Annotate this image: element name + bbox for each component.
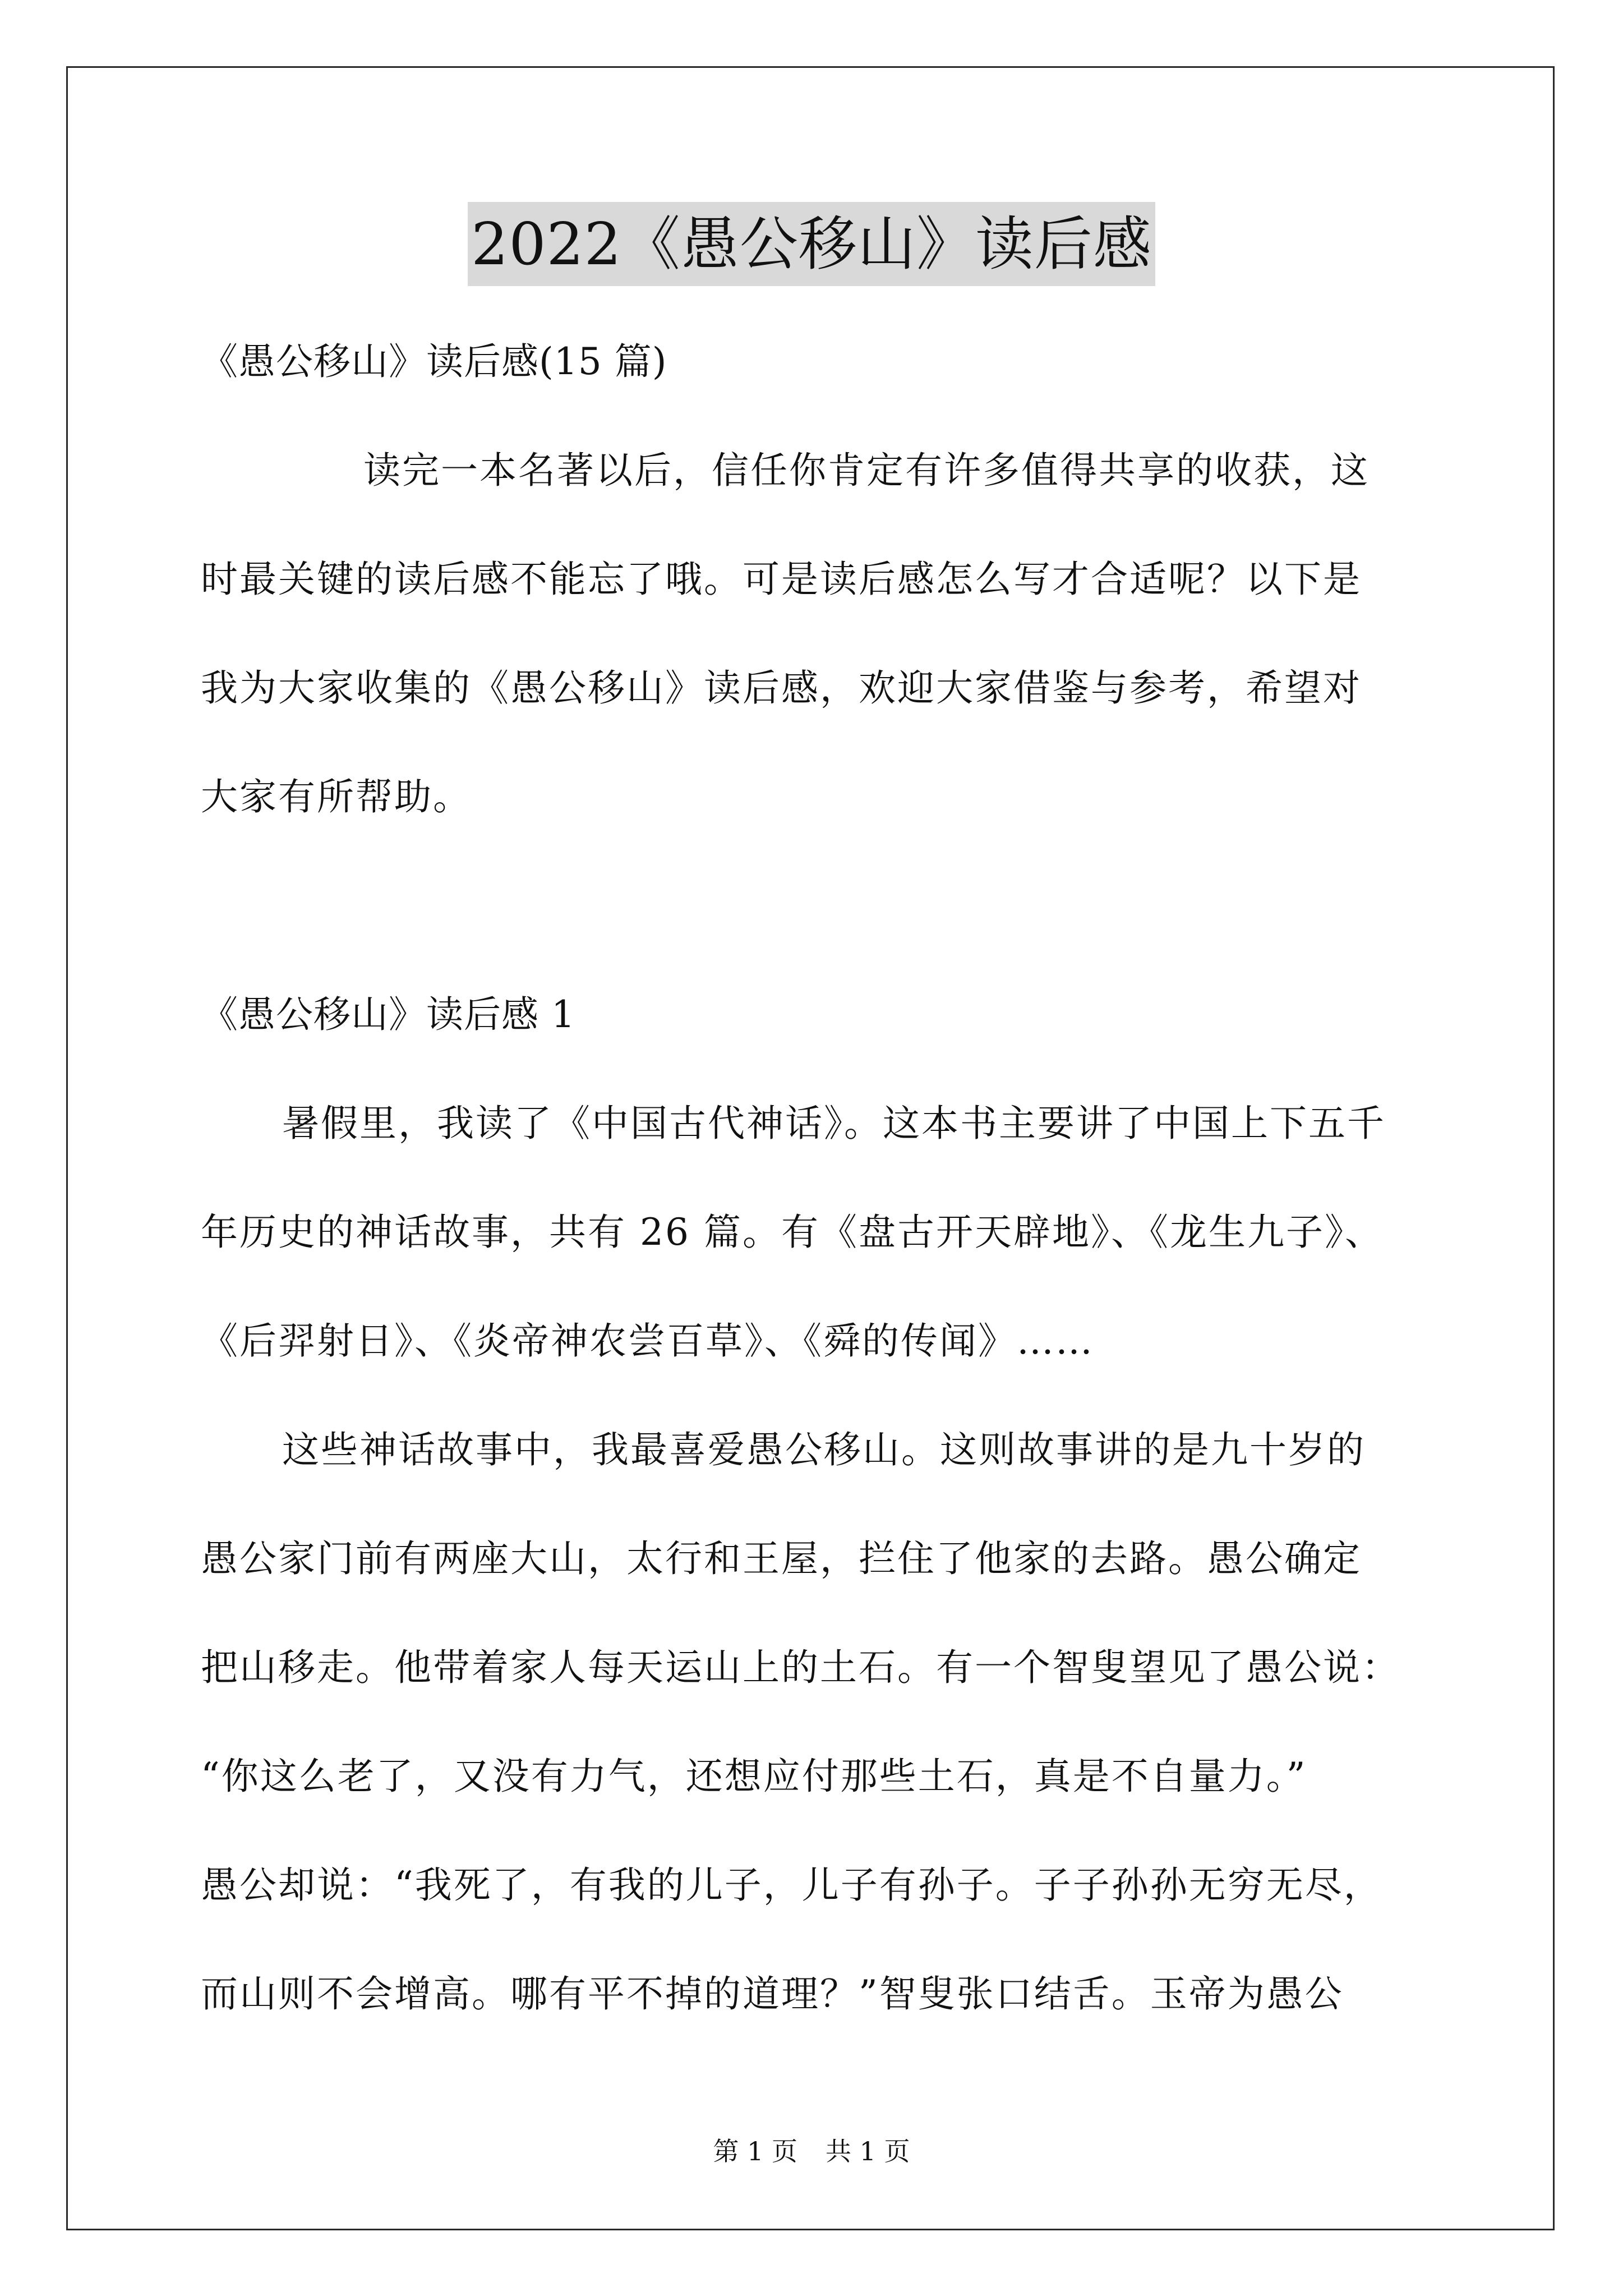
intro-line-1: 读完一本名著以后，信任你肯定有许多值得共享的收获，这 — [363, 449, 1370, 492]
paragraph2-line-6: 而山则不会增高。哪有平不掉的道理？”智叟张口结舌。玉帝为愚公 — [201, 1972, 1344, 2016]
intro-line-3: 我为大家收集的《愚公移山》读后感，欢迎大家借鉴与参考，希望对 — [201, 666, 1362, 710]
paragraph2-line-4: “你这么老了，又没有力气，还想应付那些土石，真是不自量力。” — [201, 1755, 1307, 1798]
document-subtitle: 《愚公移山》读后感(15 篇) — [201, 340, 667, 383]
spacer — [201, 852, 1435, 960]
document-title: 2022《愚公移山》读后感 — [468, 202, 1155, 286]
paragraph2-line-5: 愚公却说：“我死了，有我的儿子，儿子有孙子。子子孙孙无穷无尽， — [201, 1864, 1382, 1907]
page-footer — [0, 2134, 1623, 2168]
document-body — [201, 307, 1435, 2049]
paragraph2-line-2: 愚公家门前有两座大山，太行和王屋，拦住了他家的去路。愚公确定 — [201, 1537, 1362, 1580]
paragraph1-line-3: 《后羿射日》、《炎帝神农尝百草》、《舜的传闻》…… — [201, 1319, 1094, 1363]
page-number: 第 1 页 — [713, 2136, 797, 2166]
section-heading: 《愚公移山》读后感 1 — [201, 993, 575, 1036]
paragraph2-line-1: 这些神话故事中，我最喜爱愚公移山。这则故事讲的是九十岁的 — [282, 1428, 1366, 1471]
paragraph1-line-2: 年历史的神话故事，共有 26 篇。有《盘古开天辟地》、《龙生九子》、 — [201, 1211, 1384, 1254]
intro-line-4: 大家有所帮助。 — [201, 775, 472, 818]
paragraph2-line-3: 把山移走。他带着家人每天运山上的土石。有一个智叟望见了愚公说： — [201, 1646, 1400, 1689]
page-total: 共 1 页 — [826, 2136, 910, 2166]
intro-line-2: 时最关键的读后感不能忘了哦。可是读后感怎么写才合适呢？以下是 — [201, 558, 1362, 601]
paragraph1-line-1: 暑假里，我读了《中国古代神话》。这本书主要讲了中国上下五千 — [282, 1102, 1386, 1145]
title-container — [0, 202, 1623, 286]
